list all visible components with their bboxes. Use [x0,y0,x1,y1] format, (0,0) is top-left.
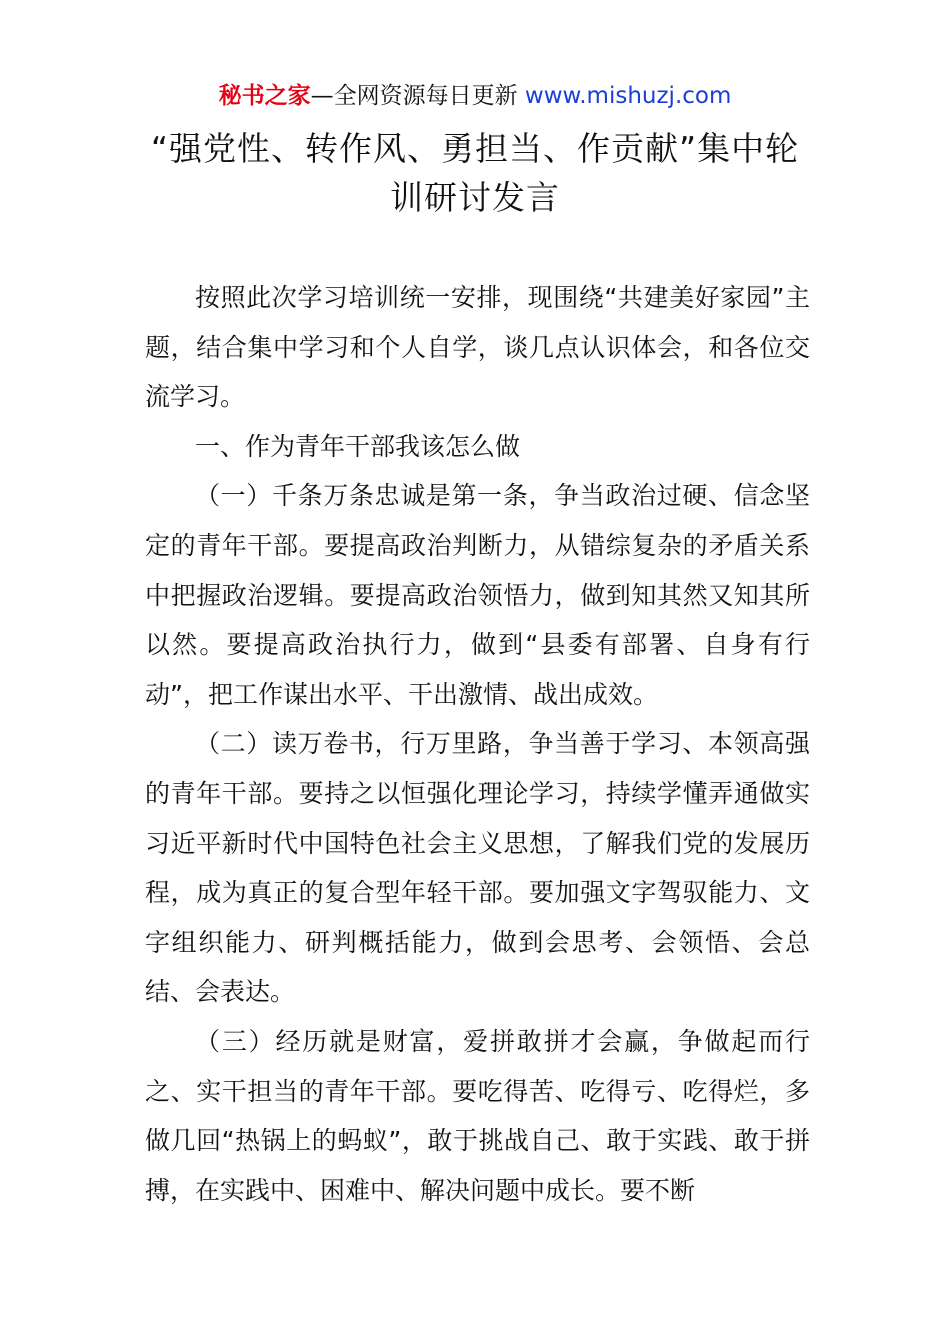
document-body [145,273,810,1215]
site-tagline: —全网资源每日更新 [310,83,525,109]
paragraph-intro: 按照此次学习培训统一安排，现围绕“共建美好家园”主题，结合集中学习和个人自学，谈几点认识体会，和各位交流学习。 [145,283,810,412]
title-line-1: “强党性、转作风、勇担当、作贡献”集中轮 [150,129,800,168]
title-line-2: 训研讨发言 [390,178,560,217]
paragraph-point-3: （三）经历就是财富，爱拼敢拼才会赢，争做起而行之、实干担当的青年干部。要吃得苦、吃得亏、吃得烂，多做几回“热锅上的蚂蚁”，敢于挑战自己、敢于实践、敢于拼搏，在实践中、困难中、解决问题中成长。要不断 [145,1026,810,1205]
site-header [0,80,950,112]
document-title [0,124,950,222]
site-url-link[interactable]: www.mishuzj.com [524,83,732,109]
site-brand: 秘书之家 [218,83,311,109]
paragraph-point-1: （一）千条万条忠诚是第一条，争当政治过硬、信念坚定的青年干部。要提高政治判断力，从错综复杂的矛盾关系中把握政治逻辑。要提高政治领悟力，做到知其然又知其所以然。要提高政治执行力，做到“县委有部署、自身有行动”，把工作谋出水平、干出激情、战出成效。 [145,481,810,709]
section-heading-1: 一、作为青年干部我该怎么做 [195,431,521,461]
paragraph-point-2: （二）读万卷书，行万里路，争当善于学习、本领高强的青年干部。要持之以恒强化理论学习，持续学懂弄通做实习近平新时代中国特色社会主义思想，了解我们党的发展历程，成为真正的复合型年轻干部。要加强文字驾驭能力、文字组织能力、研判概括能力，做到会思考、会领悟、会总结、会表达。 [145,729,810,1007]
